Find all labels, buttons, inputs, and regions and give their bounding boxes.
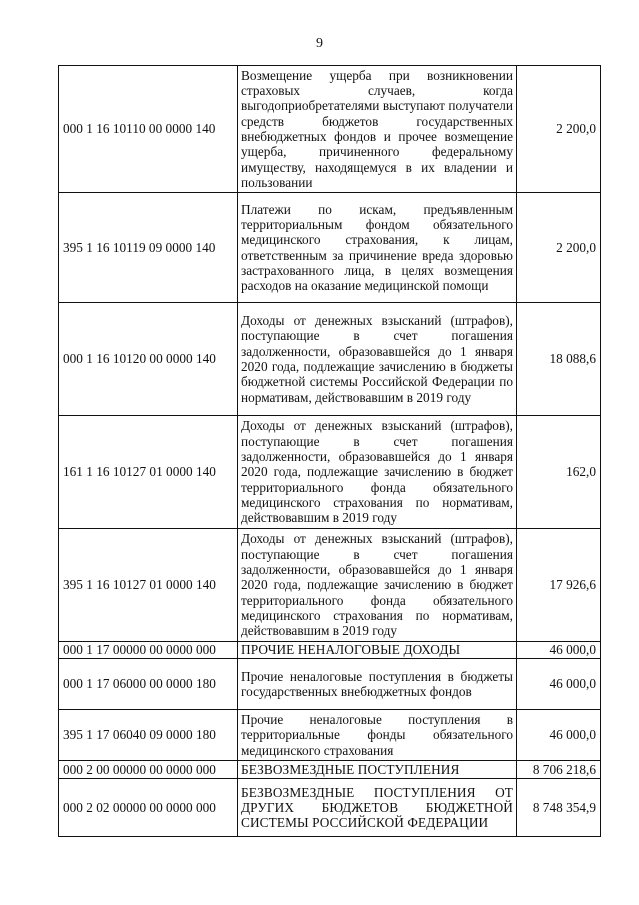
revenue-name: ПРОЧИЕ НЕНАЛОГОВЫЕ ДОХОДЫ bbox=[238, 642, 517, 659]
amount: 46 000,0 bbox=[517, 659, 601, 710]
revenue-name: Прочие неналоговые поступления в бюджеты государственных внебюджетных фондов bbox=[238, 659, 517, 710]
amount: 8 706 218,6 bbox=[517, 761, 601, 779]
amount: 46 000,0 bbox=[517, 642, 601, 659]
table-row bbox=[59, 66, 601, 193]
budget-code: 000 2 02 00000 00 0000 000 bbox=[59, 779, 238, 837]
table-row bbox=[59, 416, 601, 529]
revenue-name: БЕЗВОЗМЕЗДНЫЕ ПОСТУПЛЕНИЯ bbox=[238, 761, 517, 779]
table-row bbox=[59, 529, 601, 642]
budget-code: 395 1 16 10127 01 0000 140 bbox=[59, 529, 238, 642]
table-row bbox=[59, 710, 601, 761]
page-number: 9 bbox=[316, 36, 323, 51]
table-row bbox=[59, 642, 601, 659]
amount: 2 200,0 bbox=[517, 66, 601, 193]
revenue-name: Возмещение ущерба при возникновении страховых случаев, когда выгодоприобретателями выступают получатели средств бюджетов государственных внебюджетных фондов и прочее возмещение ущерба, причиненного федеральному имуществу, находящемуся в их владении и пользовании bbox=[238, 66, 517, 193]
amount: 8 748 354,9 bbox=[517, 779, 601, 837]
table-row bbox=[59, 779, 601, 837]
revenue-name: Доходы от денежных взысканий (штрафов), поступающие в счет погашения задолженности, образовавшейся до 1 января 2020 года, подлежащие зачислению в бюджет территориального фонда обязательного медицинского страхования по нормативам, действовавшим в 2019 году bbox=[238, 529, 517, 642]
budget-code: 000 1 16 10120 00 0000 140 bbox=[59, 303, 238, 416]
budget-code: 000 1 17 06000 00 0000 180 bbox=[59, 659, 238, 710]
budget-code: 000 1 17 00000 00 0000 000 bbox=[59, 642, 238, 659]
budget-code: 395 1 16 10119 09 0000 140 bbox=[59, 193, 238, 303]
amount: 17 926,6 bbox=[517, 529, 601, 642]
amount: 18 088,6 bbox=[517, 303, 601, 416]
table-row bbox=[59, 303, 601, 416]
budget-code: 000 2 00 00000 00 0000 000 bbox=[59, 761, 238, 779]
table-row bbox=[59, 761, 601, 779]
amount: 46 000,0 bbox=[517, 710, 601, 761]
amount: 162,0 bbox=[517, 416, 601, 529]
budget-code: 000 1 16 10110 00 0000 140 bbox=[59, 66, 238, 193]
amount: 2 200,0 bbox=[517, 193, 601, 303]
table-row bbox=[59, 659, 601, 710]
revenue-name: Доходы от денежных взысканий (штрафов), поступающие в счет погашения задолженности, образовавшейся до 1 января 2020 года, подлежащие зачислению в бюджеты бюджетной системы Российской Федерации по нормативам, действовавшим в 2019 году bbox=[238, 303, 517, 416]
revenue-name: Платежи по искам, предъявленным территориальным фондом обязательного медицинского страхования, к лицам, ответственным за причинение вреда здоровью застрахованного лица, в целях возмещения расходов на оказание медицинской помощи bbox=[238, 193, 517, 303]
budget-code: 395 1 17 06040 09 0000 180 bbox=[59, 710, 238, 761]
revenue-name: БЕЗВОЗМЕЗДНЫЕ ПОСТУПЛЕНИЯ ОТ ДРУГИХ БЮДЖЕТОВ БЮДЖЕТНОЙ СИСТЕМЫ РОССИЙСКОЙ ФЕДЕРАЦИИ bbox=[238, 779, 517, 837]
revenue-name: Доходы от денежных взысканий (штрафов), поступающие в счет погашения задолженности, образовавшейся до 1 января 2020 года, подлежащие зачислению в бюджет территориального фонда обязательного медицинского страхования по нормативам, действовавшим в 2019 году bbox=[238, 416, 517, 529]
table-row bbox=[59, 193, 601, 303]
revenue-table bbox=[58, 65, 601, 837]
budget-code: 161 1 16 10127 01 0000 140 bbox=[59, 416, 238, 529]
revenue-name: Прочие неналоговые поступления в территориальные фонды обязательного медицинского страхования bbox=[238, 710, 517, 761]
